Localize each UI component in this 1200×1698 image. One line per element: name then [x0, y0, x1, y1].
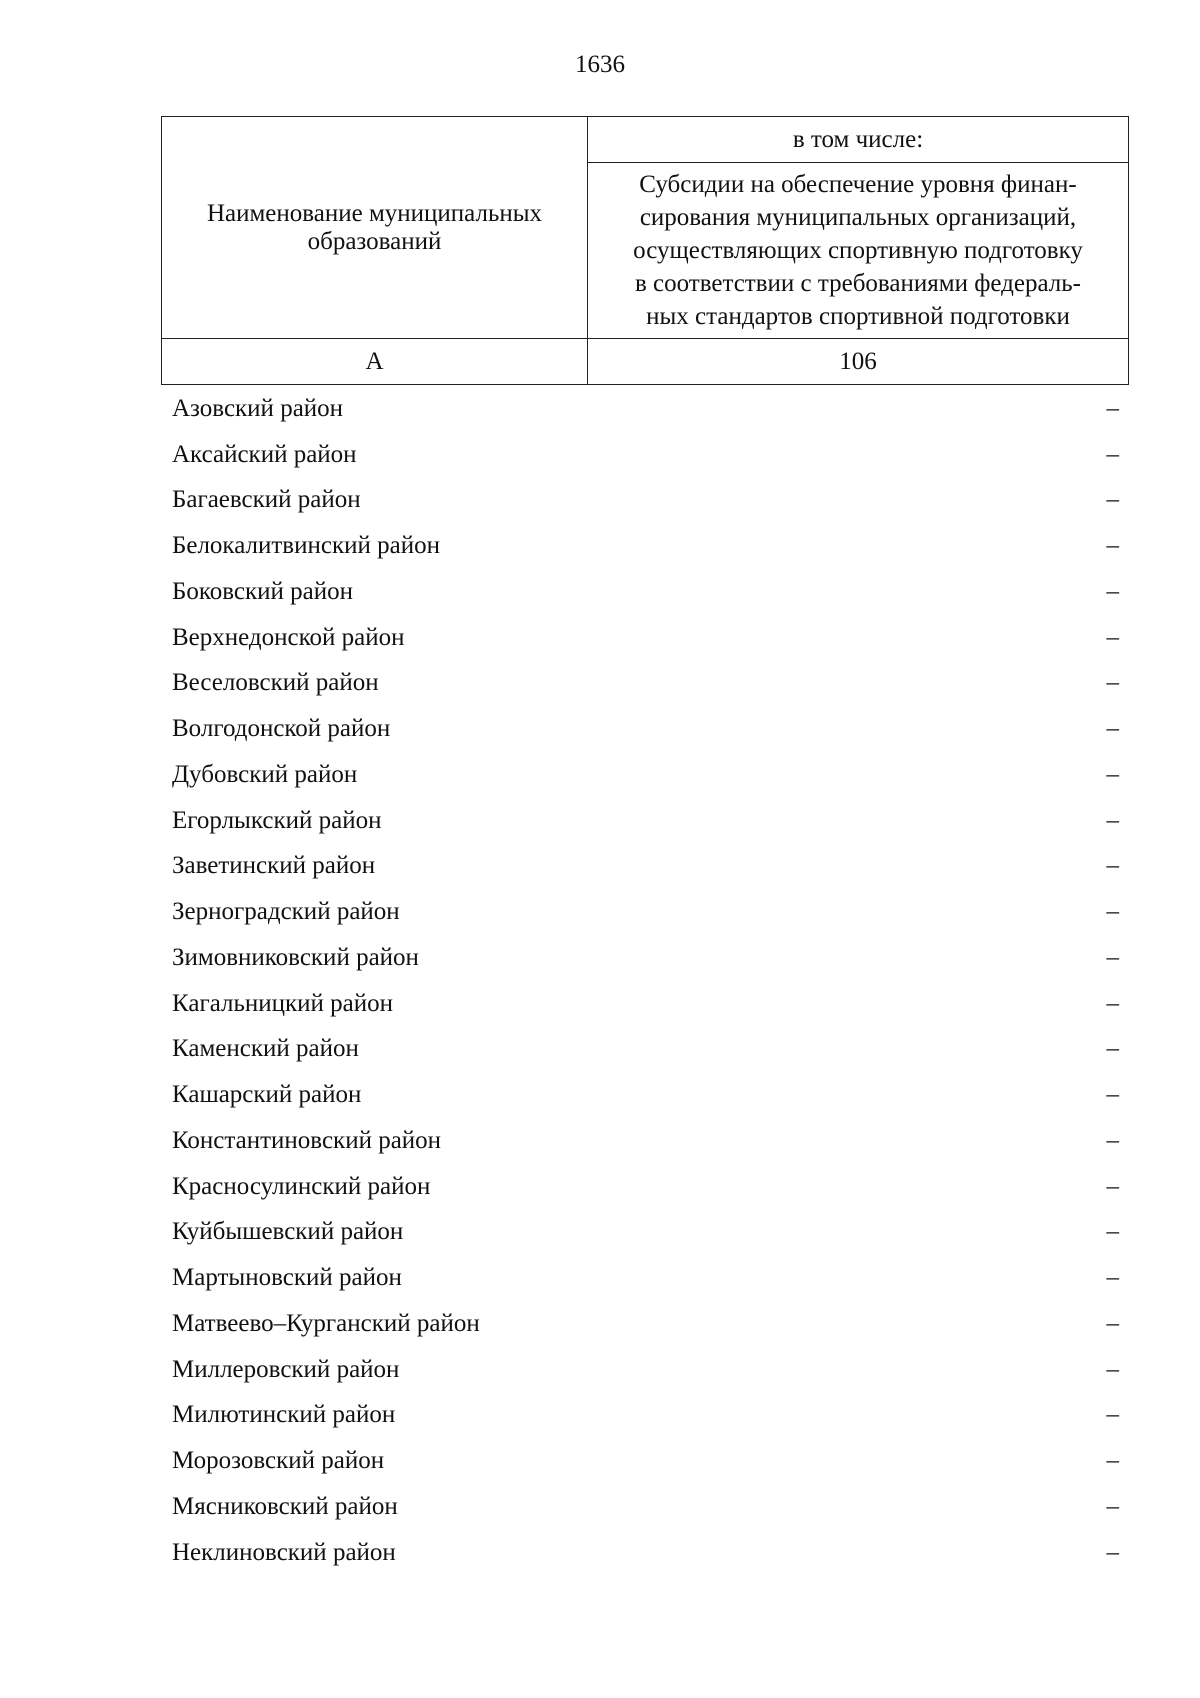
- header-name-column: Наименование муниципальных образований: [162, 117, 588, 339]
- municipality-name: Волгодонской район: [172, 715, 391, 743]
- municipality-name: Неклиновский район: [172, 1538, 396, 1566]
- municipality-name: Каменский район: [172, 1035, 359, 1063]
- table-row: [172, 1438, 1122, 1484]
- subsidy-value: –: [1106, 577, 1119, 605]
- municipality-name: Азовский район: [172, 394, 344, 422]
- subsidy-value: –: [1106, 394, 1119, 422]
- subsidy-value: –: [1106, 989, 1119, 1017]
- municipality-name: Константиновский район: [172, 1126, 442, 1154]
- subsidy-line: в соответствии с требованиями федераль-: [634, 270, 1082, 297]
- table-row: [172, 798, 1122, 844]
- municipality-name: Веселовский район: [172, 669, 379, 697]
- subsidy-value: –: [1106, 1355, 1119, 1383]
- table-row: [172, 1164, 1122, 1210]
- subsidy-value: –: [1106, 440, 1119, 468]
- municipality-name: Дубовский район: [172, 760, 358, 788]
- subsidy-value: –: [1106, 898, 1119, 926]
- table-row: [172, 1393, 1122, 1439]
- subsidy-line: осуществляющих спортивную подготовку: [633, 237, 1083, 264]
- table-row: [172, 1347, 1122, 1393]
- municipality-name: Верхнедонской район: [172, 623, 405, 651]
- table-row: [172, 706, 1122, 752]
- municipality-name: Красносулинский район: [172, 1172, 431, 1200]
- header-including-label: в том числе:: [588, 117, 1129, 163]
- municipality-name: Зимовниковский район: [172, 943, 419, 971]
- subsidy-line: сирования муниципальных организаций,: [639, 204, 1077, 231]
- table-row: [172, 661, 1122, 707]
- municipality-name: Белокалитвинский район: [172, 532, 440, 560]
- municipality-name: Милютинский район: [172, 1401, 396, 1429]
- table-row: [172, 889, 1122, 935]
- subsidy-value: –: [1106, 1309, 1119, 1337]
- subsidy-value: –: [1106, 1218, 1119, 1246]
- header-subsidy-column: [588, 163, 1129, 339]
- table-row: [172, 1255, 1122, 1301]
- subsidy-value: –: [1106, 1172, 1119, 1200]
- municipality-name: Боковский район: [172, 577, 353, 605]
- table-row: [172, 844, 1122, 890]
- table-row: [172, 1484, 1122, 1530]
- municipality-name: Морозовский район: [172, 1447, 385, 1475]
- subsidy-value: –: [1106, 532, 1119, 560]
- subsidy-line: Субсидии на обеспечение уровня финан-: [639, 171, 1077, 198]
- municipality-name: Матвеево–Курганский район: [172, 1309, 480, 1337]
- municipality-name: Багаевский район: [172, 486, 361, 514]
- table-row: [172, 569, 1122, 615]
- municipality-name: Зерноградский район: [172, 898, 400, 926]
- subsidy-value: –: [1106, 1538, 1119, 1566]
- municipality-name: Кагальницкий район: [172, 989, 394, 1017]
- municipality-name: Егорлыкский район: [172, 806, 382, 834]
- table-row: [172, 615, 1122, 661]
- subsidy-value: –: [1106, 1035, 1119, 1063]
- subsidy-value: –: [1106, 1492, 1119, 1520]
- subsidy-value: –: [1106, 1401, 1119, 1429]
- subsidy-line: ных стандартов спортивной подготовки: [646, 303, 1070, 330]
- subsidy-value: –: [1106, 715, 1119, 743]
- table-row: [172, 1210, 1122, 1256]
- municipality-name: Миллеровский район: [172, 1355, 400, 1383]
- municipality-name: Кашарский район: [172, 1081, 362, 1109]
- table-row: [172, 1072, 1122, 1118]
- subsidy-value: –: [1106, 1264, 1119, 1292]
- subsidy-value: –: [1106, 1126, 1119, 1154]
- page-number: 1636: [575, 51, 625, 78]
- header-code-subsidy: 106: [588, 339, 1129, 385]
- table-row: [172, 935, 1122, 981]
- table-row: [172, 981, 1122, 1027]
- subsidy-value: –: [1106, 623, 1119, 651]
- table-row: [172, 386, 1122, 432]
- table-row: [172, 1027, 1122, 1073]
- table-row: [172, 1301, 1122, 1347]
- municipality-name: Аксайский район: [172, 440, 357, 468]
- table-row: [172, 1530, 1122, 1576]
- subsidy-value: –: [1106, 486, 1119, 514]
- municipality-name: Мартыновский район: [172, 1264, 402, 1292]
- table-row: [172, 432, 1122, 478]
- municipality-name: Заветинский район: [172, 852, 376, 880]
- table-row: [172, 523, 1122, 569]
- header-code-name: А: [162, 339, 588, 385]
- table-row: [172, 478, 1122, 524]
- municipality-list: [172, 386, 1122, 1576]
- municipality-name: Куйбышевский район: [172, 1218, 404, 1246]
- subsidy-value: –: [1106, 1081, 1119, 1109]
- table-header: [161, 116, 1129, 385]
- subsidy-value: –: [1106, 1447, 1119, 1475]
- subsidy-value: –: [1106, 943, 1119, 971]
- subsidy-value: –: [1106, 760, 1119, 788]
- subsidy-value: –: [1106, 806, 1119, 834]
- subsidy-value: –: [1106, 669, 1119, 697]
- table-row: [172, 1118, 1122, 1164]
- subsidy-value: –: [1106, 852, 1119, 880]
- table-row: [172, 752, 1122, 798]
- municipality-name: Мясниковский район: [172, 1492, 398, 1520]
